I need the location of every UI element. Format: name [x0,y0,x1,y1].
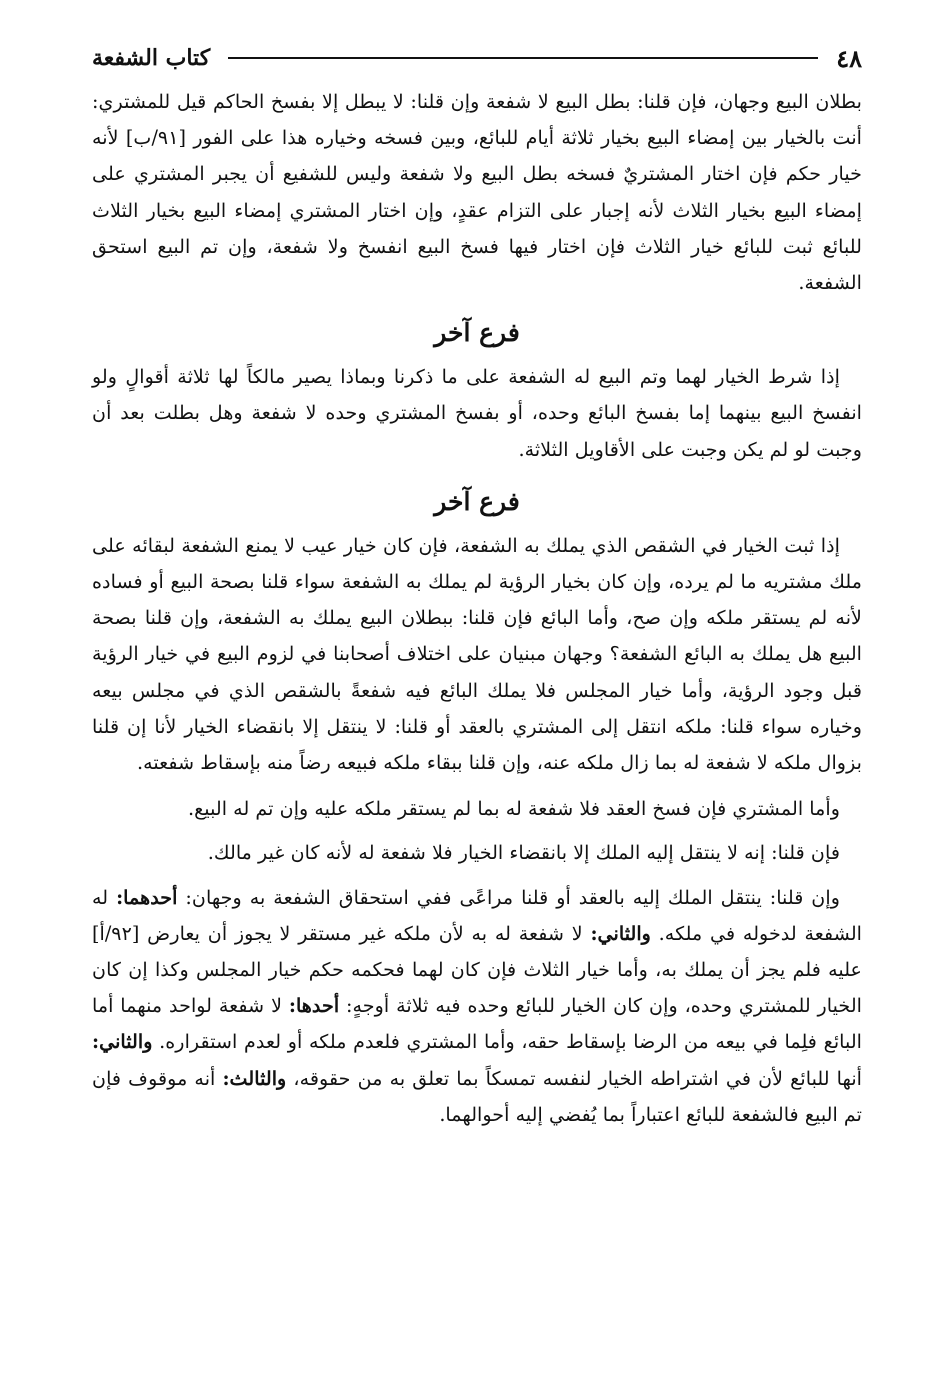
paragraph: فإن قلنا: إنه لا ينتقل إليه الملك إلا بانقضاء الخيار فلا شفعة له لأنه كان غير مالك. [207,841,840,865]
bold-term: أحدهما: [116,885,178,909]
paragraph-text: أنه موقوف فإن تم البيع فالشفعة للبائع اعتباراً بما يُفضي إليه أحوالهما. [92,1066,862,1126]
paragraph-text: له الشفعة لدخوله في ملكه. [92,885,862,945]
paragraph-text: لا شفعة له به لأن ملكه غير مستقر لا يجوز أن يعارض [٩٢/أ] عليه فلم يجز أن يملك به، وأما خيار الثلاث فإن كان لهما فحكمه حكم خيار المجلس وكذا إن كان الخيار للمشتري وحده، وإن كان الخيار للبائع وحده فيه ثلاثة أوجهٍ: [92,921,862,1018]
paragraph: إذا شرط الخيار لهما وتم البيع له الشفعة على ما ذكرنا وبماذا يصير مالكاً لها ثلاثة أقوالٍ ولو انفسخ البيع بينهما إما بفسخ البائع وحده، أو بفسخ المشتري وحده لا شفعة وهل بطلت بعد أن وجبت لو لم يكن وجبت على الأقاويل الثلاثة. [92,365,862,461]
paragraph [92,880,862,1133]
bold-term: والثاني: [590,921,651,945]
book-page [92,38,862,1133]
page-number: ٤٨ [836,43,862,73]
paragraph-text: وإن قلنا: ينتقل الملك إليه بالعقد أو قلنا مراعًى ففي استحقاق الشفعة به وجهان: [177,885,840,909]
running-title: كتاب الشفعة [92,45,211,71]
paragraph: وأما المشتري فإن فسخ العقد فلا شفعة له بما لم يستقر ملكه عليه وإن تم له البيع. [188,797,840,821]
bold-term: أحدها: [288,994,340,1018]
header-rule [228,57,818,59]
page-header [92,38,862,78]
bold-term: والثالث: [222,1066,287,1090]
paragraph: بطلان البيع وجهان، فإن قلنا: بطل البيع لا شفعة وإن قلنا: لا يبطل إلا بفسخ الحاكم قيل للمشتري: أنت بالخيار بين إمضاء البيع بخيار ثلاثة أيام للبائع، وبين فسخه وخياره هذا على الفور [٩١/ب] لأنه خيار حكم فإن اختار المشتريٌ فسخه بطل البيع ولا شفعة وليس للشفيع أن يجبر المشتري على إمضاء البيع بخيار الثلاث لأنه إجبار على التزام عقدٍ، وإن اختار المشتري إمضاء البيع بخيار الثلاث للبائع ثبت للبائع خيار الثلاث فإن اختار فيها فسخ البيع انفسخ ولا شفعة، وإن تم البيع استحق الشفعة. [92,90,863,295]
paragraph-text: لا شفعة لواحد منهما أما البائع فلِما في بيعه من الرضا بإسقاط حقه، وأما المشتري فلعدم ملكه أو لعدم استقراره. [92,994,862,1054]
paragraph-text: أنها للبائع لأن في اشتراطه الخيار لنفسه تمسكاً بما تعلق به من حقوقه، [286,1066,862,1090]
paragraph: إذا ثبت الخيار في الشقص الذي يملك به الشفعة، فإن كان خيار عيب لا يمنع الشفعة لبقائه على ملك مشتريه ما لم يرده، وإن كان بخيار الرؤية لم يملك به الشفعة سواء قلنا بصحة البيع أو فساده لأنه لم يستقر ملكه وإن صح، وأما البائع فإن قلنا: ببطلان البيع يملك به الشفعة، وإن قلنا بصحة البيع هل يملك به البائع الشفعة؟ وجهان مبنيان على اختلاف أصحابنا في لزوم البيع في خيار الرؤية قبل وجود الرؤية، وأما خيار المجلس فلا يملك البائع فيه شفعةً بالشقص الذي في مجلس بيعه وخياره سواء قلنا: ملكه انتقل إلى المشتري بالعقد أو قلنا: لا ينتقل إلا بانقضاء الخيار لأنا إن قلنا بزوال ملكه لا شفعة له بما زال ملكه عنه، وإن قلنا ببقاء ملكه فبيعه رضاً منه بإسقاط شفعته. [92,533,862,775]
section-heading: فرع آخر [434,318,520,348]
section-heading: فرع آخر [434,486,520,516]
bold-term: والثاني: [92,1030,153,1054]
